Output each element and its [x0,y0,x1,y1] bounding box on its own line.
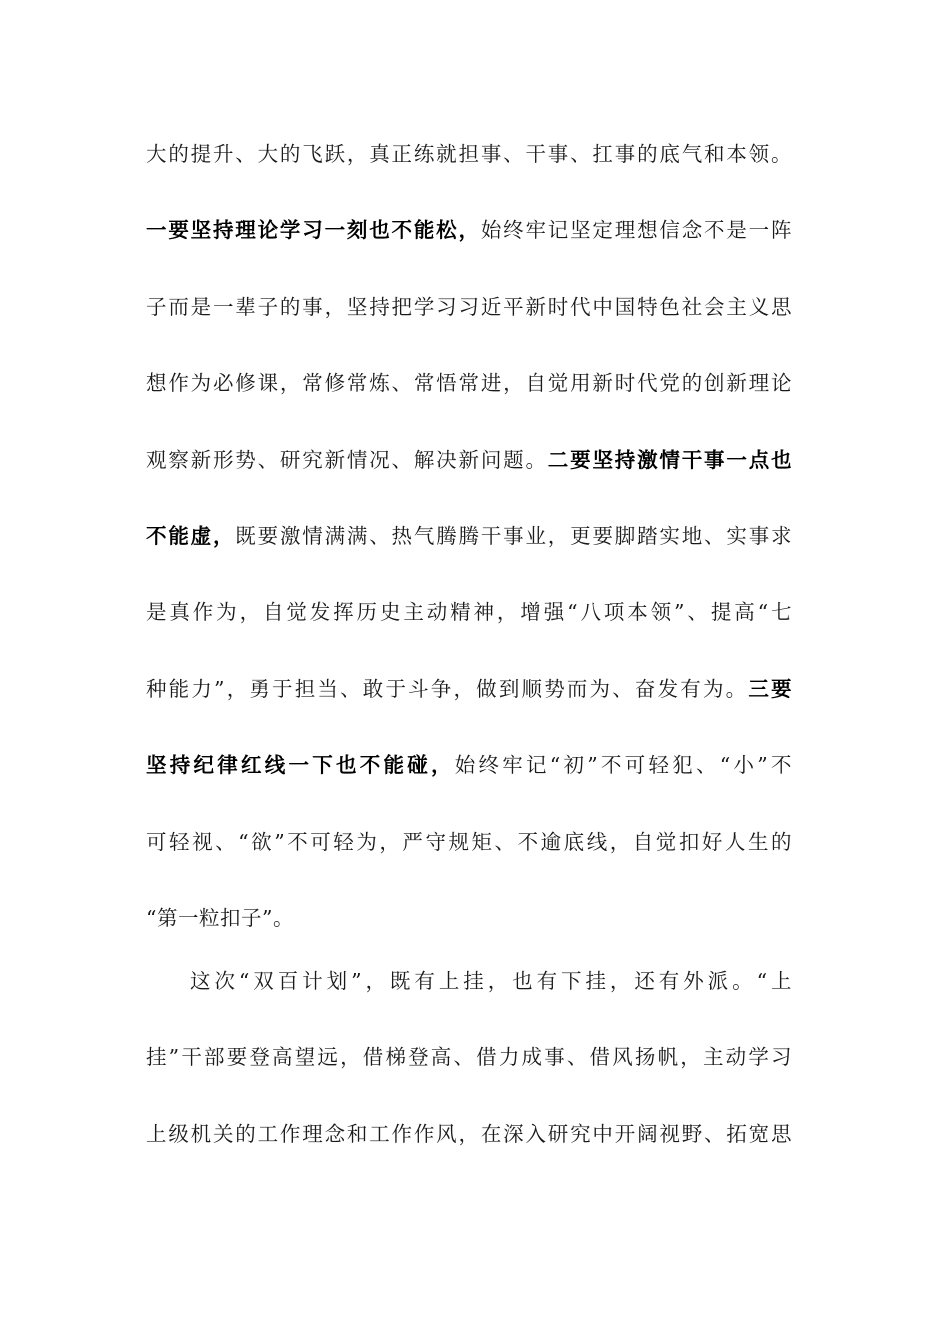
text-run: “第一粒扣子”。 [146,905,294,930]
text-line [146,206,792,282]
bold-heading-run: 三要 [748,676,793,701]
text-run: 始终牢记坚定理想信念不是一阵 [480,218,793,243]
text-run: 子而是一辈子的事，坚持把学习习近平新时代中国特色社会主义思 [146,294,792,319]
text-run: 挂”干部要登高望远，借梯登高、借力成事、借风扬帆，主动学习 [146,1045,792,1070]
text-line [146,818,792,894]
text-line [146,588,792,664]
text-run: 种能力”，勇于担当、敢于斗争，做到顺势而为、奋发有为。 [146,676,749,701]
text-line [146,665,792,741]
text-line [146,283,792,359]
text-run: 上级机关的工作理念和工作作风，在深入研究中开阔视野、拓宽思 [146,1121,792,1146]
bold-heading-run: 不能虚， [146,523,236,548]
text-line [146,130,792,206]
paragraph-1 [146,130,792,970]
text-line [146,512,792,588]
text-run: 大的提升、大的飞跃，真正练就担事、干事、扛事的底气和本领。 [146,142,792,166]
text-run: 观察新形势、研究新情况、解决新问题。 [146,447,548,472]
text-line [146,957,792,1033]
text-run: 既要激情满满、热气腾腾干事业，更要脚踏实地、实事求 [235,523,793,548]
text-line [146,1033,792,1109]
text-line [146,1110,792,1186]
bold-heading-run: 坚持纪律红线一下也不能碰， [146,753,455,778]
bold-heading-run: 二要坚持激情干事一点也 [547,447,793,472]
text-run: 想作为必修课，常修常炼、常悟常进，自觉用新时代党的创新理论 [146,371,792,396]
text-line [146,436,792,512]
text-run: 始终牢记“初”不可轻犯、“小”不 [454,753,793,778]
text-run: 这次“双百计划”，既有上挂，也有下挂，还有外派。“上 [190,969,792,993]
text-line [146,741,792,817]
text-run: 可轻视、“欲”不可轻为，严守规矩、不逾底线，自觉扣好人生的 [146,829,792,854]
text-line [146,359,792,435]
paragraph-2 [146,957,792,1186]
bold-heading-run: 一要坚持理论学习一刻也不能松， [146,218,481,243]
text-run: 是真作为，自觉发挥历史主动精神，增强“八项本领”、提高“七 [146,600,792,625]
